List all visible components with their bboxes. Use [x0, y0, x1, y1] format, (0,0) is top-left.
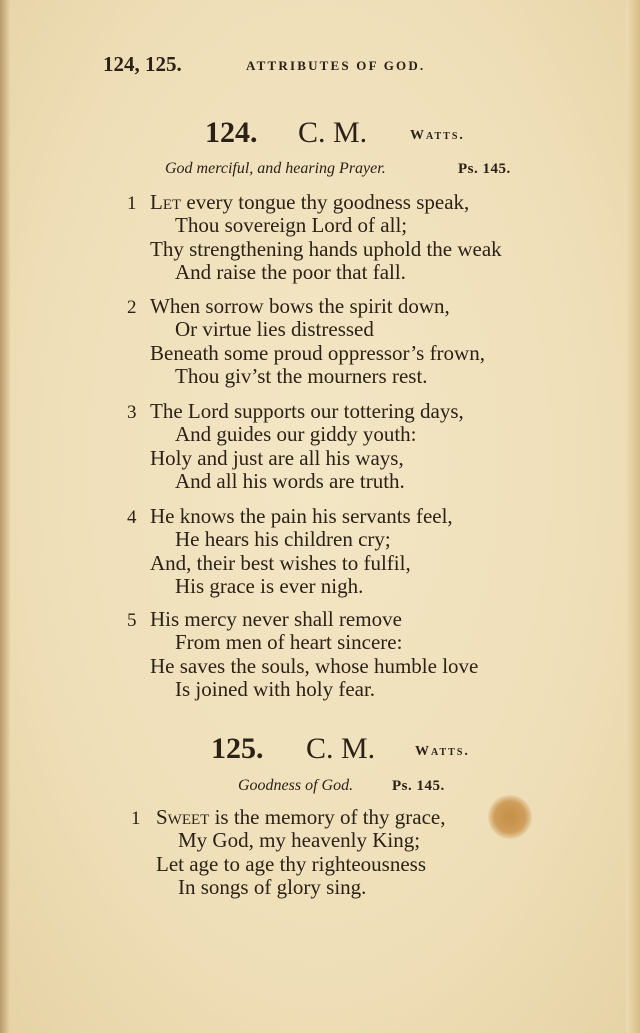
psalm-reference: Ps. 145.: [458, 161, 511, 177]
verse-line: [178, 876, 366, 899]
stanza-number: 4: [127, 507, 137, 528]
verse-line: [175, 528, 391, 551]
verse-line: [150, 342, 485, 365]
verse-text: And guides our giddy youth:: [175, 422, 417, 447]
verse-line: [150, 191, 469, 214]
verse-text: And raise the poor that fall.: [175, 259, 406, 284]
stanza-number: 1: [131, 808, 141, 829]
hymn-number: 125.: [211, 732, 264, 765]
verse-line: [175, 678, 375, 701]
verse-line: [156, 853, 426, 876]
verse-text: is the memory of thy grace,: [209, 805, 446, 829]
verse-line: [156, 806, 446, 829]
verse-line: [175, 631, 402, 654]
stanza-number: 2: [127, 297, 137, 318]
page-right-edge: [626, 0, 640, 1033]
verse-lead-word: Sweet: [156, 805, 210, 829]
verse-text: Let age to age thy righteousness: [156, 851, 427, 876]
verse-text: His mercy never shall remove: [150, 607, 402, 631]
verse-text: Or virtue lies distressed: [175, 317, 374, 342]
hymn-number: 124.: [205, 116, 258, 149]
verse-text: Thou giv’st the mourners rest.: [175, 363, 428, 388]
verse-line: [150, 655, 478, 678]
hymn-author: Watts.: [410, 128, 465, 143]
verse-text: Thy strengthening hands uphold the weak: [150, 236, 502, 261]
verse-line: [150, 295, 450, 318]
verse-text: He saves the souls, whose humble love: [150, 653, 479, 678]
verse-text: And, their best wishes to fulfil,: [150, 550, 411, 575]
verse-text: Is joined with holy fear.: [175, 676, 376, 701]
running-head-page-numbers: 124, 125.: [103, 52, 182, 76]
verse-line: [175, 261, 406, 284]
psalm-reference: Ps. 145.: [392, 778, 445, 794]
verse-line: [150, 447, 404, 470]
verse-text: My God, my heavenly King;: [178, 828, 421, 853]
verse-text: From men of heart sincere:: [175, 630, 403, 655]
verse-line: [175, 470, 405, 493]
verse-line: [175, 318, 374, 341]
verse-line: [175, 575, 363, 598]
verse-text: Beneath some proud oppressor’s frown,: [150, 340, 485, 365]
verse-lead-word: Let: [150, 190, 182, 214]
verse-text: The Lord supports our tottering days,: [150, 399, 464, 423]
hymn-meter: C. M.: [298, 116, 368, 149]
stanza-number: 1: [127, 193, 137, 214]
verse-text: every tongue thy goodness speak,: [181, 190, 470, 214]
verse-line: [150, 238, 502, 261]
verse-line: [175, 365, 428, 388]
paper-stain: [488, 795, 532, 839]
verse-line: [175, 423, 417, 446]
verse-line: [178, 829, 420, 852]
hymn-subtitle: Goodness of God.: [238, 777, 354, 794]
verse-line: [150, 400, 464, 423]
verse-line: [150, 552, 411, 575]
verse-text: When sorrow bows the spirit down,: [150, 294, 450, 318]
verse-text: His grace is ever nigh.: [175, 573, 364, 598]
running-head-title: ATTRIBUTES OF GOD.: [246, 58, 426, 73]
verse-text: Thou sovereign Lord of all;: [175, 213, 408, 238]
stanza-number: 5: [127, 610, 137, 631]
verse-text: Holy and just are all his ways,: [150, 445, 404, 470]
hymn-author: Watts.: [415, 744, 470, 759]
verse-text: He hears his children cry;: [175, 527, 391, 552]
verse-line: [150, 505, 453, 528]
stanza-number: 3: [127, 402, 137, 423]
hymn-meter: C. M.: [306, 732, 376, 765]
hymn-subtitle: God merciful, and hearing Prayer.: [165, 160, 386, 177]
page-left-edge: [0, 0, 10, 1033]
verse-line: [150, 608, 402, 631]
verse-text: He knows the pain his servants feel,: [150, 504, 453, 528]
verse-text: In songs of glory sing.: [178, 874, 367, 899]
verse-line: [175, 214, 407, 237]
verse-text: And all his words are truth.: [175, 468, 405, 493]
